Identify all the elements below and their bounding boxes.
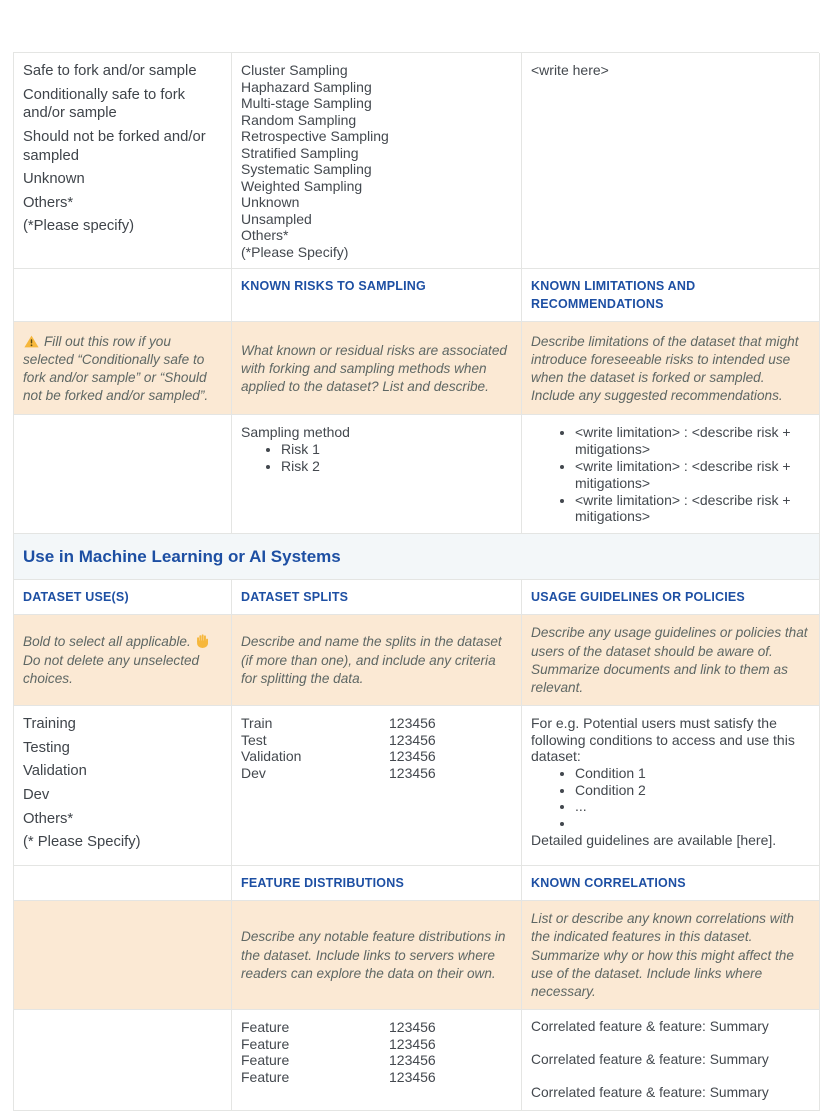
limitations-prompt-cell (522, 322, 820, 415)
feature-label: Feature (241, 1068, 290, 1085)
correlations-prompt-cell (522, 901, 820, 1010)
distributions-prompt-cell (232, 901, 522, 1010)
sampling-method-footnote: (*Please Specify) (241, 243, 349, 260)
sampling-method: Weighted Sampling (241, 177, 363, 194)
fork-option: Others* (23, 194, 74, 211)
guidelines-prompt-cell (522, 615, 820, 706)
row-feature-headers (14, 866, 819, 901)
fork-option: Safe to fork and/or sample (23, 63, 197, 79)
sampling-method: Unknown (241, 194, 300, 211)
row-ml-headers (14, 580, 819, 615)
ml-use-option: Validation (23, 763, 87, 780)
datasheet-table (13, 52, 819, 1111)
feature-row (241, 1069, 511, 1086)
conditions-list (531, 765, 809, 832)
uses-note-cell (14, 615, 232, 706)
empty-orange-cell (14, 901, 232, 1010)
ml-uses-cell (14, 706, 232, 866)
limitation-item: • <write limitation> : <describe risk + mitigations> (575, 424, 809, 458)
fork-option: Should not be forked and/or sampled (23, 128, 206, 164)
correlation-summary: Correlated feature & feature: Summary (531, 1085, 769, 1101)
limitation-item: • <write limitation> : <describe risk + mitigations> (575, 492, 809, 526)
split-value: 123456 (389, 748, 436, 765)
feature-row (241, 1036, 511, 1053)
split-row (241, 732, 511, 749)
split-value: 123456 (389, 731, 436, 748)
split-value: 123456 (389, 764, 436, 781)
feature-value: 123456 (389, 1068, 436, 1085)
feature-value: 123456 (389, 1035, 436, 1052)
empty-cell (14, 1010, 232, 1111)
feature-row (241, 1052, 511, 1069)
fork-safety-options-cell (14, 53, 232, 269)
feature-value: 123456 (389, 1052, 436, 1069)
feature-values-cell (232, 1010, 522, 1111)
sampling-risks-cell (232, 415, 522, 534)
correlations-prompt-text: List or describe any known correlations with the indicated features in this dataset. Summarize why or how this might affect the use of the dataset. Include links where necessary. (531, 911, 794, 999)
split-row (241, 748, 511, 765)
condition-item: • Condition 2 (575, 782, 809, 799)
correlation-summary: Correlated feature & feature: Summary (531, 1052, 769, 1068)
row-risk-examples (14, 415, 819, 534)
row-feature-instructions (14, 901, 819, 1010)
risk-list (241, 441, 511, 475)
condition-item: • ... (575, 798, 809, 815)
guidelines-intro: For e.g. Potential users must satisfy the following conditions to access and use this dataset: (531, 715, 795, 765)
split-value: 123456 (389, 715, 436, 732)
sampling-method: Multi-stage Sampling (241, 95, 372, 112)
limitation-list (531, 424, 809, 525)
row-section-banner (14, 534, 819, 580)
split-label: Train (241, 715, 273, 732)
dataset-uses-header: DATASET USE(S) (14, 580, 232, 615)
feature-label: Feature (241, 1052, 290, 1069)
guidelines-prompt-text: Describe any usage guidelines or policies that users of the dataset should be aware of. Summarize documents and link to them as relevant. (531, 625, 808, 695)
section-title: Use in Machine Learning or AI Systems (23, 547, 341, 567)
split-label: Dev (241, 764, 266, 781)
risks-prompt-text: What known or residual risks are associated with forking and sampling methods when applied to the dataset? List and describe. (241, 342, 507, 395)
empty-cell (14, 866, 232, 901)
usage-guidelines-cell (522, 706, 820, 866)
split-row (241, 765, 511, 782)
empty-cell (14, 415, 232, 534)
row-feature-content (14, 1010, 819, 1111)
fill-note-cell (14, 322, 232, 415)
raised-hand-icon (196, 634, 209, 648)
sampling-method-label: Sampling method (241, 424, 350, 441)
dataset-splits-header: DATASET SPLITS (232, 580, 522, 615)
row-risk-headers (14, 269, 819, 322)
split-label: Test (241, 731, 267, 748)
sampling-methods-cell (232, 53, 522, 269)
limitation-examples-cell (522, 415, 820, 534)
usage-guidelines-header: USAGE GUIDELINES OR POLICIES (522, 580, 820, 615)
feature-value: 123456 (389, 1019, 436, 1036)
feature-label: Feature (241, 1035, 290, 1052)
section-banner (14, 534, 820, 580)
guidelines-outro: Detailed guidelines are available [here]. (531, 831, 777, 848)
uses-note-text-1: Bold to select all applicable. (23, 634, 191, 650)
row-ml-content (14, 706, 819, 866)
feature-distributions-header: FEATURE DISTRIBUTIONS (232, 866, 522, 901)
ml-use-option: Others* (23, 810, 74, 827)
row-risk-instructions (14, 322, 819, 415)
sampling-method: Random Sampling (241, 111, 357, 128)
fork-option: Conditionally safe to fork and/or sample (23, 86, 186, 122)
write-here-cell (522, 53, 820, 269)
risk-item: • Risk 1 (281, 441, 511, 458)
sampling-method: Haphazard Sampling (241, 78, 372, 95)
condition-item (575, 815, 809, 832)
row-sampling-options (14, 53, 819, 269)
fork-option: Unknown (23, 171, 85, 188)
sampling-method: Retrospective Sampling (241, 128, 389, 145)
condition-item: • Condition 1 (575, 765, 809, 782)
fill-note-text: Fill out this row if you selected “Conditionally safe to fork and/or sample” or “Should not be forked and/or sampled”. (23, 333, 209, 404)
splits-prompt-cell (232, 615, 522, 706)
risks-prompt-cell (232, 322, 522, 415)
fork-option-footnote: (*Please specify) (23, 218, 135, 235)
limitation-item: • <write limitation> : <describe risk + mitigations> (575, 458, 809, 492)
warning-icon (24, 335, 39, 348)
sampling-method: Stratified Sampling (241, 144, 359, 161)
row-ml-instructions (14, 615, 819, 706)
feature-label: Feature (241, 1019, 290, 1036)
dataset-splits-cell (232, 706, 522, 866)
known-risks-header: KNOWN RISKS TO SAMPLING (232, 269, 522, 322)
distributions-prompt-text: Describe any notable feature distributions in the dataset. Include links to servers where readers can explore the data on their own. (241, 929, 506, 981)
sampling-method: Systematic Sampling (241, 161, 372, 178)
ml-use-option: Training (23, 716, 76, 733)
split-label: Validation (241, 748, 302, 765)
split-row (241, 715, 511, 732)
sampling-method: Unsampled (241, 210, 312, 227)
splits-prompt-text: Describe and name the splits in the dataset (if more than one), and include any criteria for splitting the data. (241, 634, 502, 686)
correlation-summary: Correlated feature & feature: Summary (531, 1019, 769, 1035)
write-here-placeholder: <write here> (531, 62, 609, 78)
ml-use-option: Testing (23, 739, 70, 756)
sampling-method: Cluster Sampling (241, 62, 348, 78)
ml-use-footnote: (* Please Specify) (23, 834, 141, 851)
risk-item: • Risk 2 (281, 458, 511, 475)
limitations-prompt-text: Describe limitations of the dataset that might introduce foreseeable risks to intended use when the dataset is forked or sampled. Include any suggested recommendations. (531, 333, 799, 404)
known-limitations-header: KNOWN LIMITATIONS AND RECOMMENDATIONS (522, 269, 820, 322)
feature-row (241, 1019, 511, 1036)
known-correlations-header: KNOWN CORRELATIONS (522, 866, 820, 901)
correlations-cell (522, 1010, 820, 1111)
ml-use-option: Dev (23, 787, 50, 804)
uses-note-text-2: Do not delete any unselected choices. (23, 652, 200, 686)
sampling-method: Others* (241, 227, 289, 244)
empty-cell (14, 269, 232, 322)
